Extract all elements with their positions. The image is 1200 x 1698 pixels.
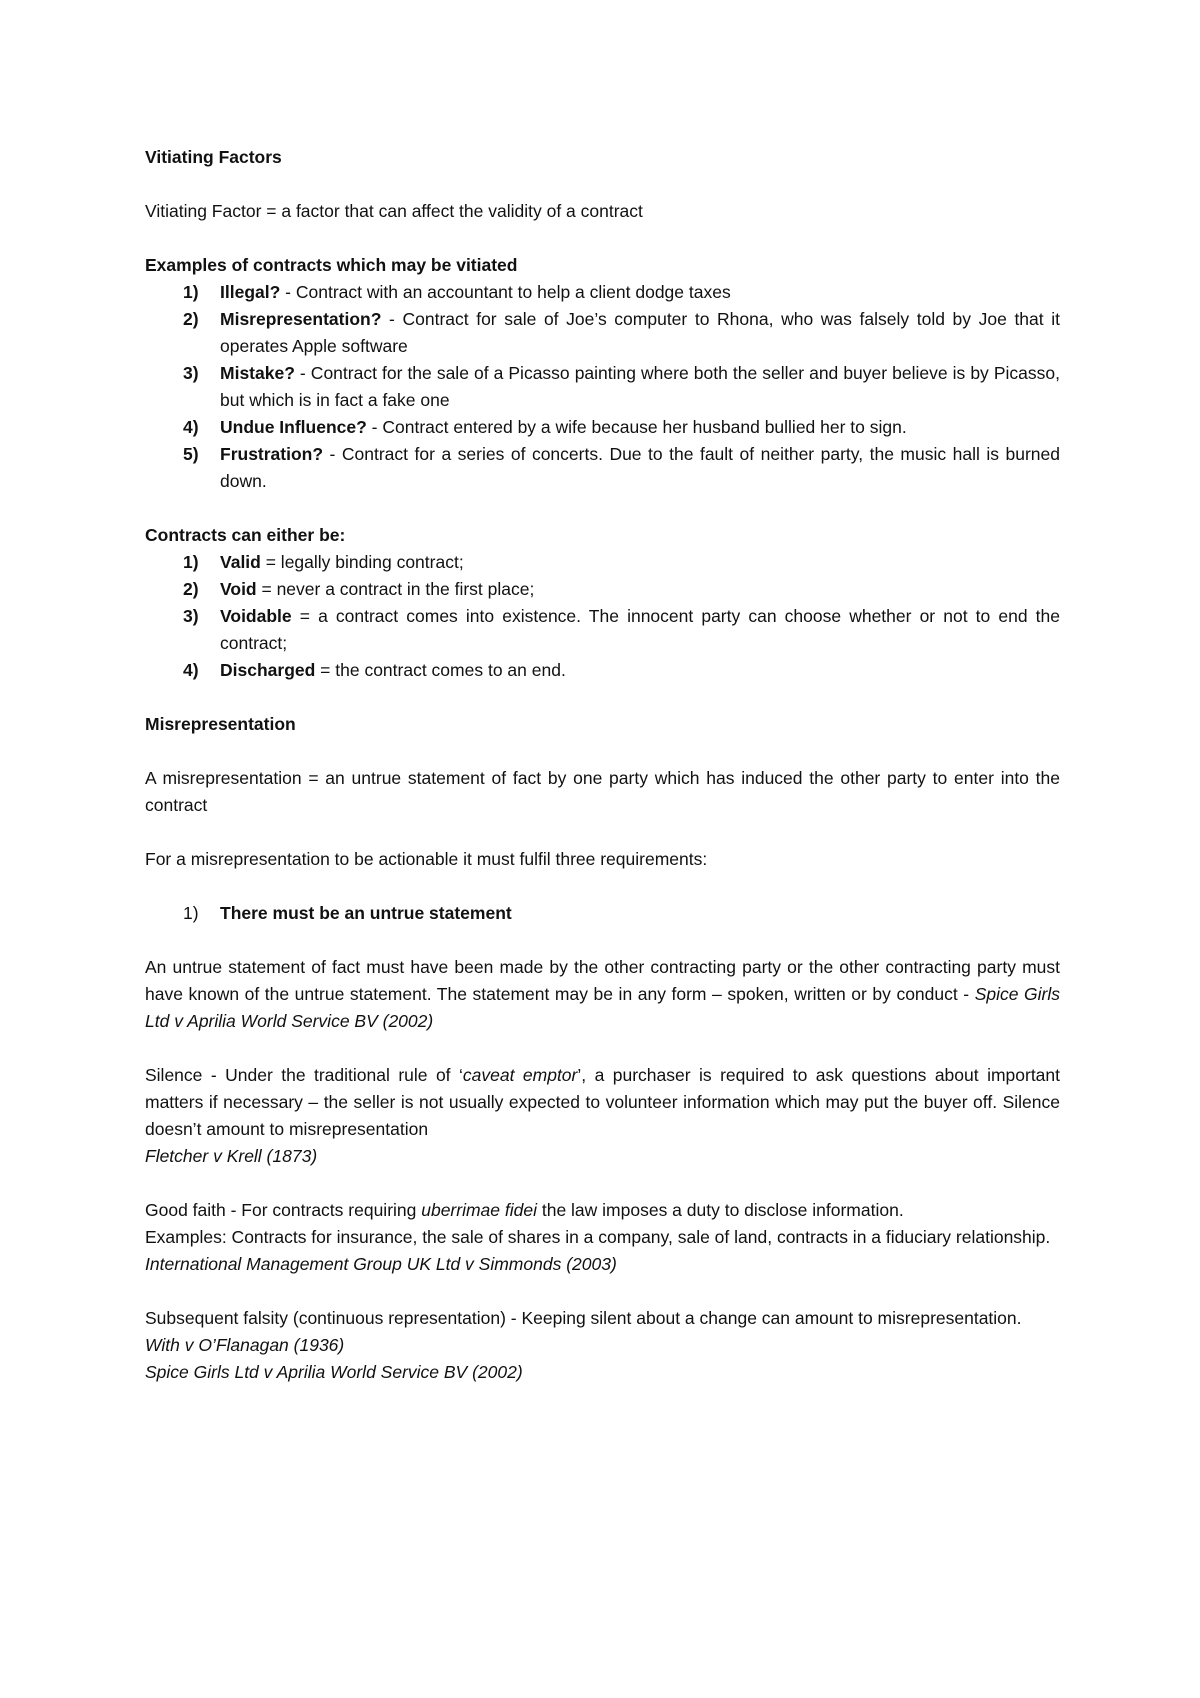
document-page [145,144,1060,1386]
untrue-statement-paragraph: An untrue statement of fact must have been made by the other contracting party or the other contracting party must have known of the untrue statement. The statement may be in any form – spoken, written or by conduct - Spice Girls Ltd v Aprilia World Service BV (2002) [145,957,1060,1031]
list-item: 3) Mistake? - Contract for the sale of a Picasso painting where both the seller and buyer believe is by Picasso, but which is in fact a fake one [183,363,1060,410]
good-faith-examples: Examples: Contracts for insurance, the sale of shares in a company, sale of land, contracts in a fiduciary relationship. [145,1227,1051,1247]
list-item: 3) Voidable = a contract comes into existence. The innocent party can choose whether or not to end the contract; [183,606,1060,653]
silence-section [145,1062,1060,1170]
subsequent-falsity-paragraph: Subsequent falsity (continuous representation) - Keeping silent about a change can amount to misrepresentation. [145,1308,1022,1328]
requirement-1: 1) There must be an untrue statement [183,903,512,923]
list-item: 4) Discharged = the contract comes to an end. [183,660,566,680]
list-item: 1) Valid = legally binding contract; [183,552,464,572]
case-citation: With v O’Flanagan (1936) [145,1335,345,1355]
good-faith-paragraph: Good faith - For contracts requiring uberrimae fidei the law imposes a duty to disclose information. [145,1200,904,1220]
requirements-intro: For a misrepresentation to be actionable it must fulfil three requirements: [145,849,708,869]
silence-paragraph: Silence - Under the traditional rule of ‘caveat emptor’, a purchaser is required to ask questions about important matters if necessary – the seller is not usually expected to volunteer information which may put the buyer off. Silence doesn’t amount to misrepresentation [145,1065,1061,1139]
case-citation: Spice Girls Ltd v Aprilia World Service BV (2002) [145,984,1060,1031]
misrepresentation-heading: Misrepresentation [145,714,296,734]
contract-types-list [145,549,1060,684]
examples-list [145,279,1060,495]
list-item: 5) Frustration? - Contract for a series of concerts. Due to the fault of neither party, the music hall is burned down. [183,444,1060,491]
examples-heading: Examples of contracts which may be vitiated [145,255,518,275]
list-item: 4) Undue Influence? - Contract entered by a wife because her husband bullied her to sign. [183,417,907,437]
list-item: 2) Void = never a contract in the first place; [183,579,535,599]
list-item: 2) Misrepresentation? - Contract for sale of Joe’s computer to Rhona, who was falsely told by Joe that it operates Apple software [183,309,1060,356]
subsequent-falsity-section [145,1305,1060,1386]
contracts-heading: Contracts can either be: [145,525,346,545]
list-item: 1) Illegal? - Contract with an accountant to help a client dodge taxes [183,282,731,302]
good-faith-section [145,1197,1060,1278]
vitiating-factor-definition: Vitiating Factor = a factor that can affect the validity of a contract [145,201,643,221]
case-citation: Fletcher v Krell (1873) [145,1146,318,1166]
misrepresentation-definition: A misrepresentation = an untrue statement of fact by one party which has induced the other party to enter into the contract [145,768,1060,815]
document-title: Vitiating Factors [145,147,282,167]
case-citation: Spice Girls Ltd v Aprilia World Service BV (2002) [145,1362,523,1382]
case-citation: International Management Group UK Ltd v Simmonds (2003) [145,1254,617,1274]
